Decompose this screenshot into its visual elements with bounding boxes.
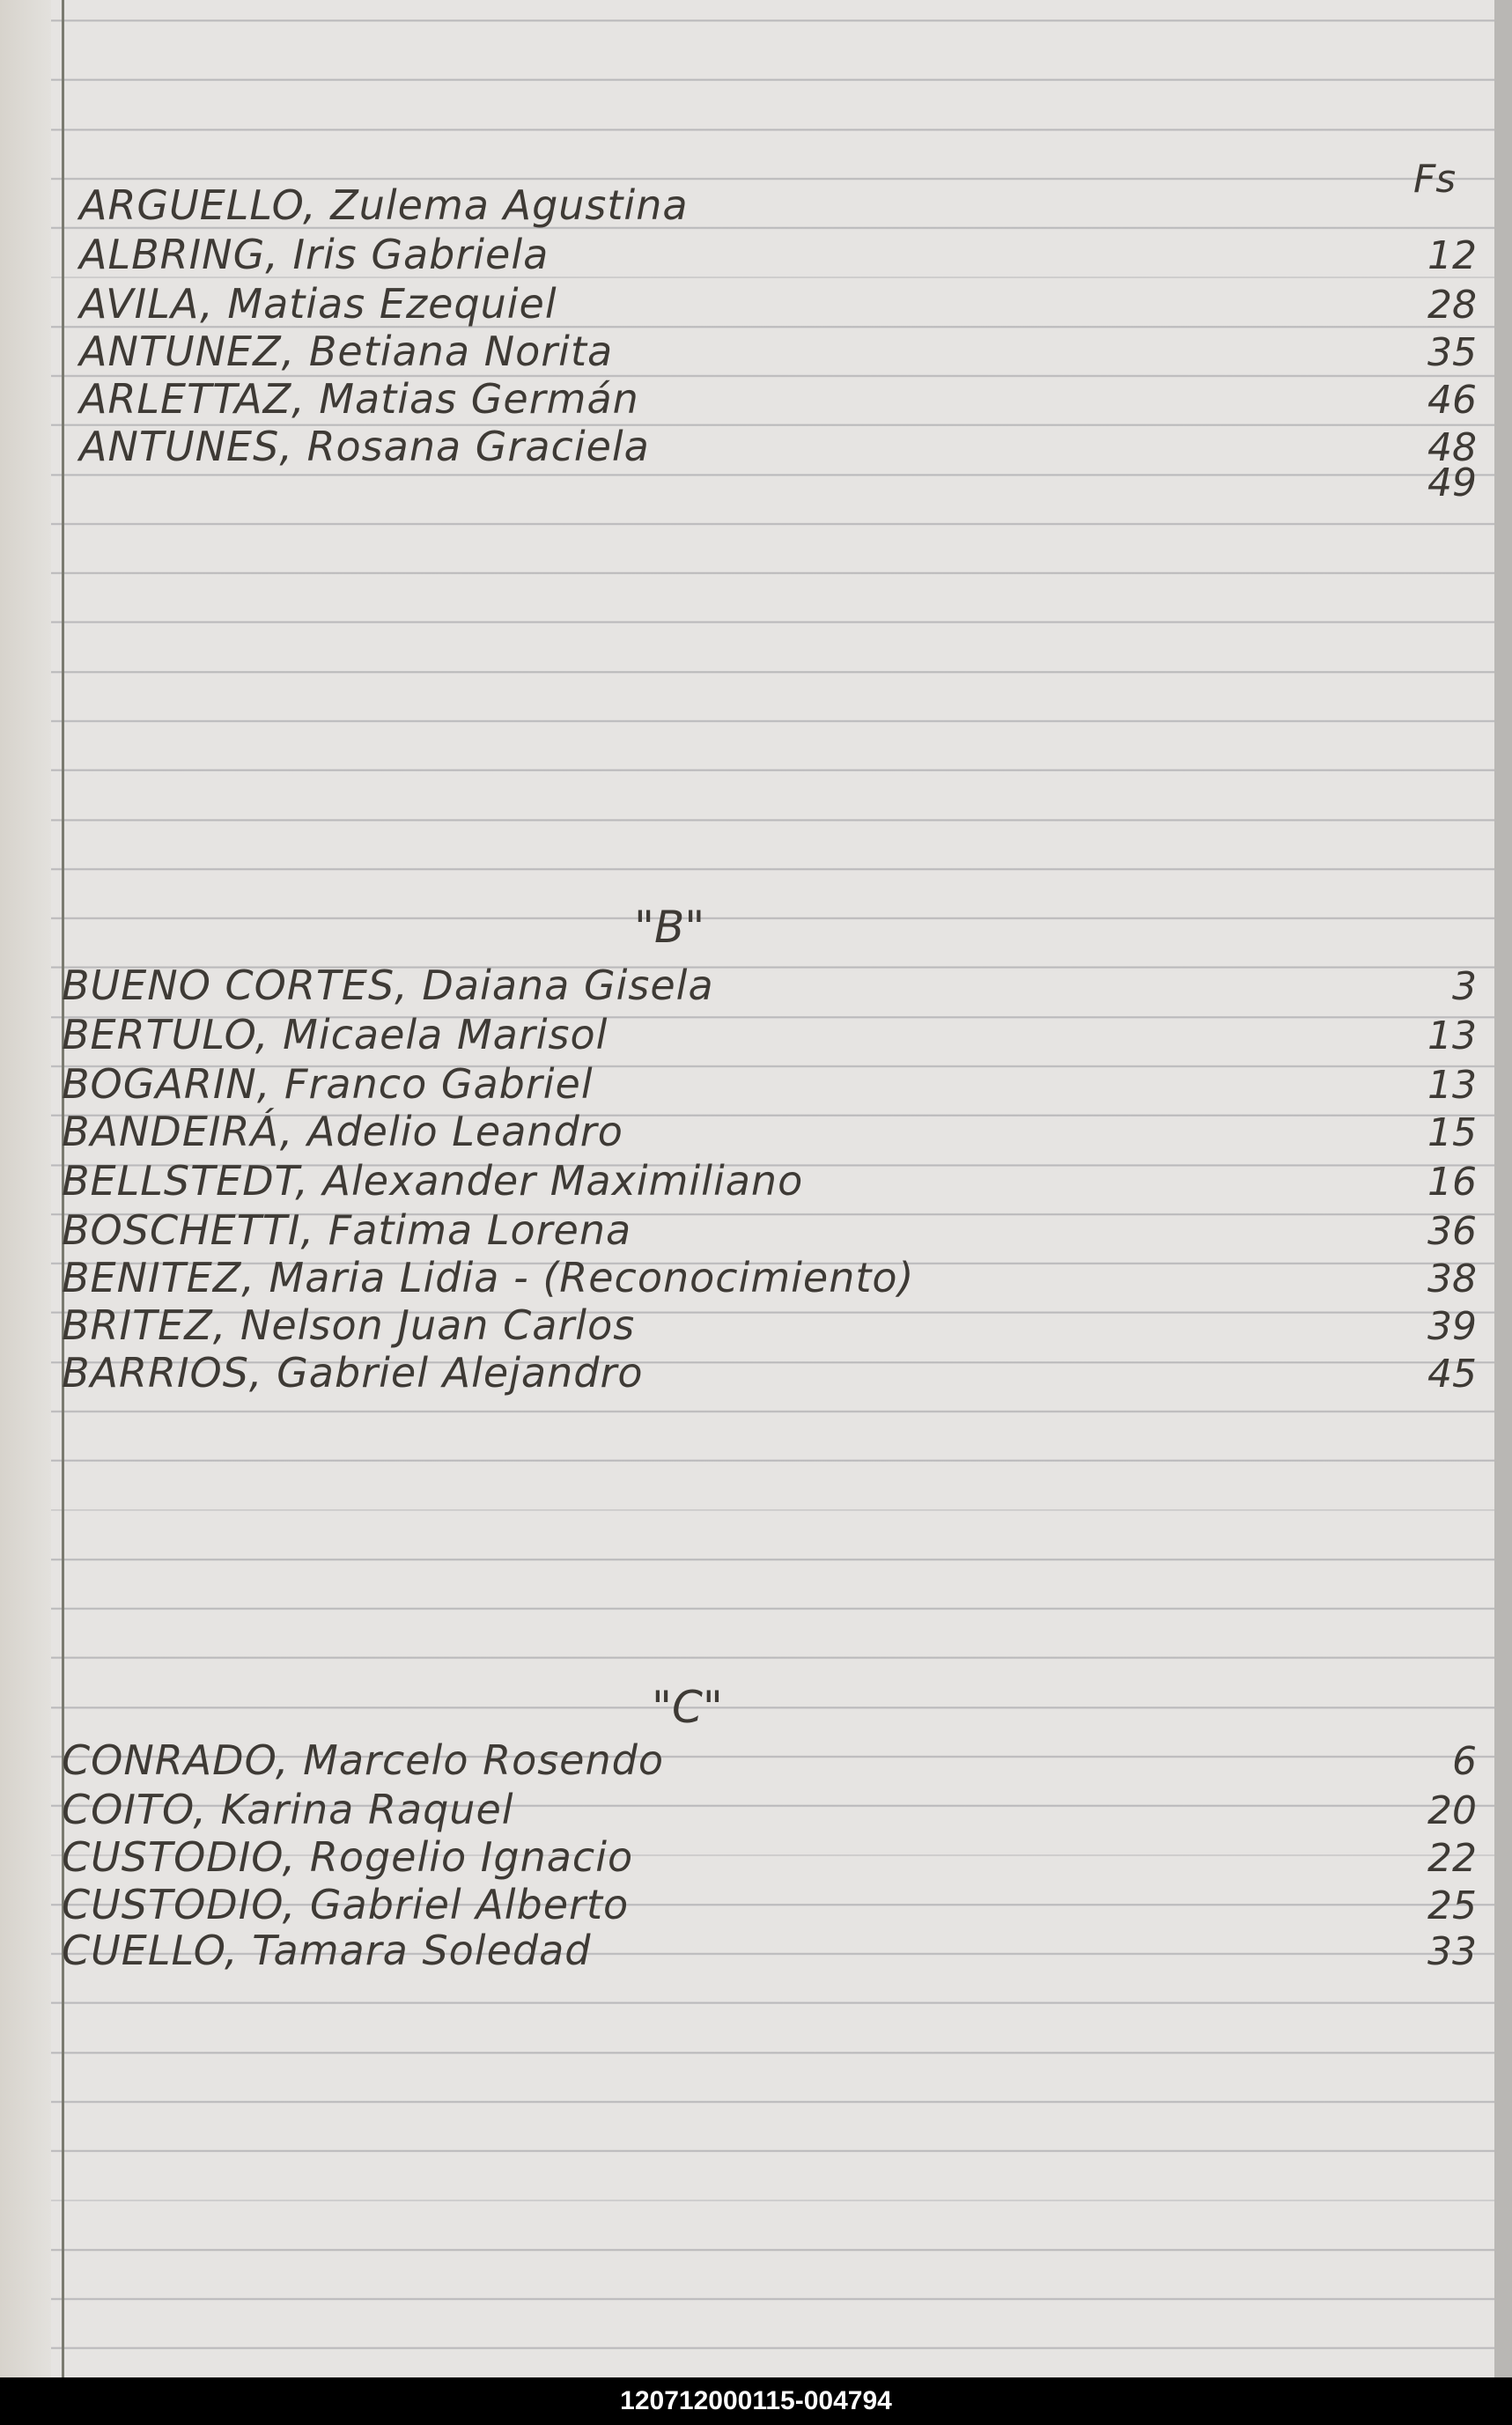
index-entry xyxy=(0,1881,1512,1930)
entry-folio: 35 xyxy=(1427,330,1477,375)
index-entry xyxy=(0,1301,1512,1351)
entry-folio: 28 xyxy=(1427,283,1477,328)
entry-folio: 20 xyxy=(1427,1788,1477,1833)
entry-name: CUSTODIO, Gabriel Alberto xyxy=(62,1881,630,1928)
entry-folio: 13 xyxy=(1427,1013,1477,1058)
entry-name: ARGUELLO, Zulema Agustina xyxy=(79,181,689,229)
index-entry xyxy=(0,1833,1512,1883)
entry-folio: 45 xyxy=(1427,1352,1477,1397)
index-entry xyxy=(0,1786,1512,1835)
entry-name: COITO, Karina Raquel xyxy=(62,1786,514,1833)
entry-name: ANTUNEZ, Betiana Norita xyxy=(79,328,614,375)
entry-folio: 25 xyxy=(1427,1883,1477,1928)
folio-column-header: Fs xyxy=(1413,157,1457,202)
index-entry xyxy=(0,328,1512,377)
entry-folio: 33 xyxy=(1427,1929,1477,1974)
section-letter: "C" xyxy=(652,1682,723,1733)
entry-name: BARRIOS, Gabriel Alejandro xyxy=(62,1349,644,1397)
section-letter: "B" xyxy=(634,902,705,953)
entry-folio: 39 xyxy=(1427,1304,1477,1349)
index-entry xyxy=(0,1927,1512,1976)
entry-folio: 46 xyxy=(1427,378,1477,423)
entry-folio: 15 xyxy=(1427,1110,1477,1155)
entry-name: CONRADO, Marcelo Rosendo xyxy=(62,1736,664,1784)
entry-name: BENITEZ, Maria Lidia - (Reconocimiento) xyxy=(62,1254,915,1301)
document-id-footer: 120712000115-004794 xyxy=(0,2377,1512,2425)
index-entry xyxy=(0,375,1512,424)
index-entry xyxy=(0,1206,1512,1256)
index-entry xyxy=(0,1254,1512,1303)
entry-folio: 6 xyxy=(1452,1739,1477,1784)
index-entry xyxy=(0,280,1512,329)
entry-folio: 3 xyxy=(1452,964,1477,1009)
entry-name: BOSCHETTI, Fatima Lorena xyxy=(62,1206,632,1254)
entry-name: BOGARIN, Franco Gabriel xyxy=(62,1060,594,1108)
index-entry xyxy=(0,1011,1512,1060)
entry-name: CUSTODIO, Rogelio Ignacio xyxy=(62,1833,634,1881)
entry-name: BERTULO, Micaela Marisol xyxy=(62,1011,608,1058)
index-entry xyxy=(0,1108,1512,1157)
entry-folio: 38 xyxy=(1427,1257,1477,1301)
entry-name: BRITEZ, Nelson Juan Carlos xyxy=(62,1301,636,1349)
entry-name: ARLETTAZ, Matias Germán xyxy=(79,375,639,423)
index-entry xyxy=(0,1349,1512,1398)
index-entry xyxy=(0,1157,1512,1206)
entry-folio: 49 xyxy=(1427,461,1477,505)
entry-name: BUENO CORTES, Daiana Gisela xyxy=(62,962,714,1009)
entry-folio: 16 xyxy=(1427,1160,1477,1205)
index-entry xyxy=(0,181,1512,231)
entry-folio: 12 xyxy=(1427,233,1477,278)
entry-name: CUELLO, Tamara Soledad xyxy=(62,1927,592,1974)
index-entry xyxy=(0,1060,1512,1109)
index-entry xyxy=(0,962,1512,1011)
entry-folio: 36 xyxy=(1427,1209,1477,1254)
index-entry xyxy=(0,1736,1512,1786)
entry-name: AVILA, Matias Ezequiel xyxy=(79,280,557,328)
entry-folio: 22 xyxy=(1427,1836,1477,1881)
entry-name: ALBRING, Iris Gabriela xyxy=(79,231,549,278)
index-entry xyxy=(0,458,1512,507)
entry-name: BANDEIRÁ, Adelio Leandro xyxy=(62,1108,623,1155)
entry-folio: 13 xyxy=(1427,1063,1477,1108)
index-entry xyxy=(0,231,1512,280)
entry-name: ANTUNES, Rosana Graciela xyxy=(79,423,650,470)
entry-name: BELLSTEDT, Alexander Maximiliano xyxy=(62,1157,804,1205)
entry-folio: 48 xyxy=(1427,425,1477,470)
